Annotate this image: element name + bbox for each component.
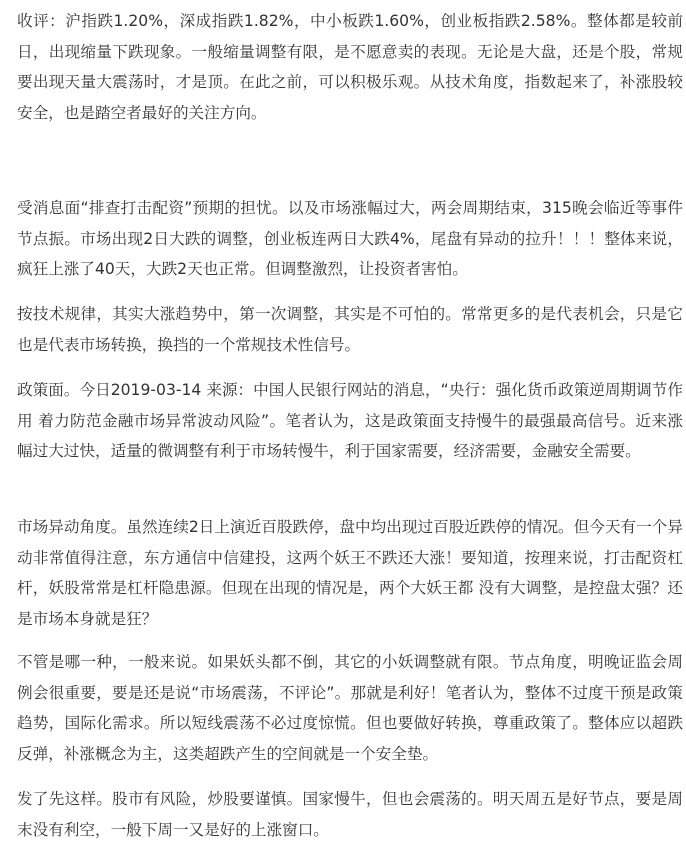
paragraph-outlook: 不管是哪一种，一般来说。如果妖头都不倒，其它的小妖调整就有限。节点角度，明晚证监会周例会很重要，要是还是说“市场震荡，不评论”。那就是利好！笔者认为，整体不过度干预是政策趋势，国际化需求。所以短线震荡不必过度惊慌。但也要做好转换，尊重政策了。整体应以超跌反弹，补涨概念为主，这类超跌产生的空间就是一个安全垫。 <box>17 653 683 763</box>
paragraph-news-impact: 受消息面“排查打击配资”预期的担忧。以及市场涨幅过大，两会周期结束，315晚会临近等事件节点振。市场出现2日大跌的调整，创业板连两日大跌4%，尾盘有异动的拉升！！！整体来说，疯狂上涨了40天，大跌2天也正常。但调整激烈，让投资者害怕。 <box>17 199 683 278</box>
paragraph-conclusion: 发了先这样。股市有风险，炒股要谨慎。国家慢牛，但也会震荡的。明天周五是好节点，要是周末没有利空，一般下周一又是好的上涨窗口。 <box>17 790 683 839</box>
paragraph-technical-pattern: 按技术规律，其实大涨趋势中，第一次调整，其实是不可怕的。常常更多的是代表机会，只是它也是代表市场转换，换挡的一个常规技术性信号。 <box>17 305 683 354</box>
paragraph-market-close-review: 收评：沪指跌1.20%，深成指跌1.82%，中小板跌1.60%，创业板指跌2.58%。整体都是较前日，出现缩量下跌现象。一般缩量调整有限，是不愿意卖的表现。无论是大盘，还是个股，常规要出现天量大震荡时，才是顶。在此之前，可以积极乐观。从技术角度，指数起来了，补涨股较安全，也是踏空者最好的关注方向。 <box>17 12 683 122</box>
paragraph-policy: 政策面。今日2019-03-14 来源：中国人民银行网站的消息，“央行：强化货币政策逆周期调节作用 着力防范金融市场异常波动风险”。笔者认为，这是政策面支持慢牛的最强最高信号。近来涨幅过大过快，适量的微调整有利于市场转慢牛，利于国家需要，经济需要，金融安全需要。 <box>17 381 683 460</box>
paragraph-market-anomaly: 市场异动角度。虽然连续2日上演近百股跌停，盘中均出现过百股近跌停的情况。但今天有一个异动非常值得注意，东方通信中信建投，这两个妖王不跌还大涨！要知道，按理来说，打击配资杠杆，妖股常常是杠杆隐患源。但现在出现的情况是，两个大妖王都 没有大调整，是控盘太强？还是市场本身就是狂？ <box>17 518 683 628</box>
